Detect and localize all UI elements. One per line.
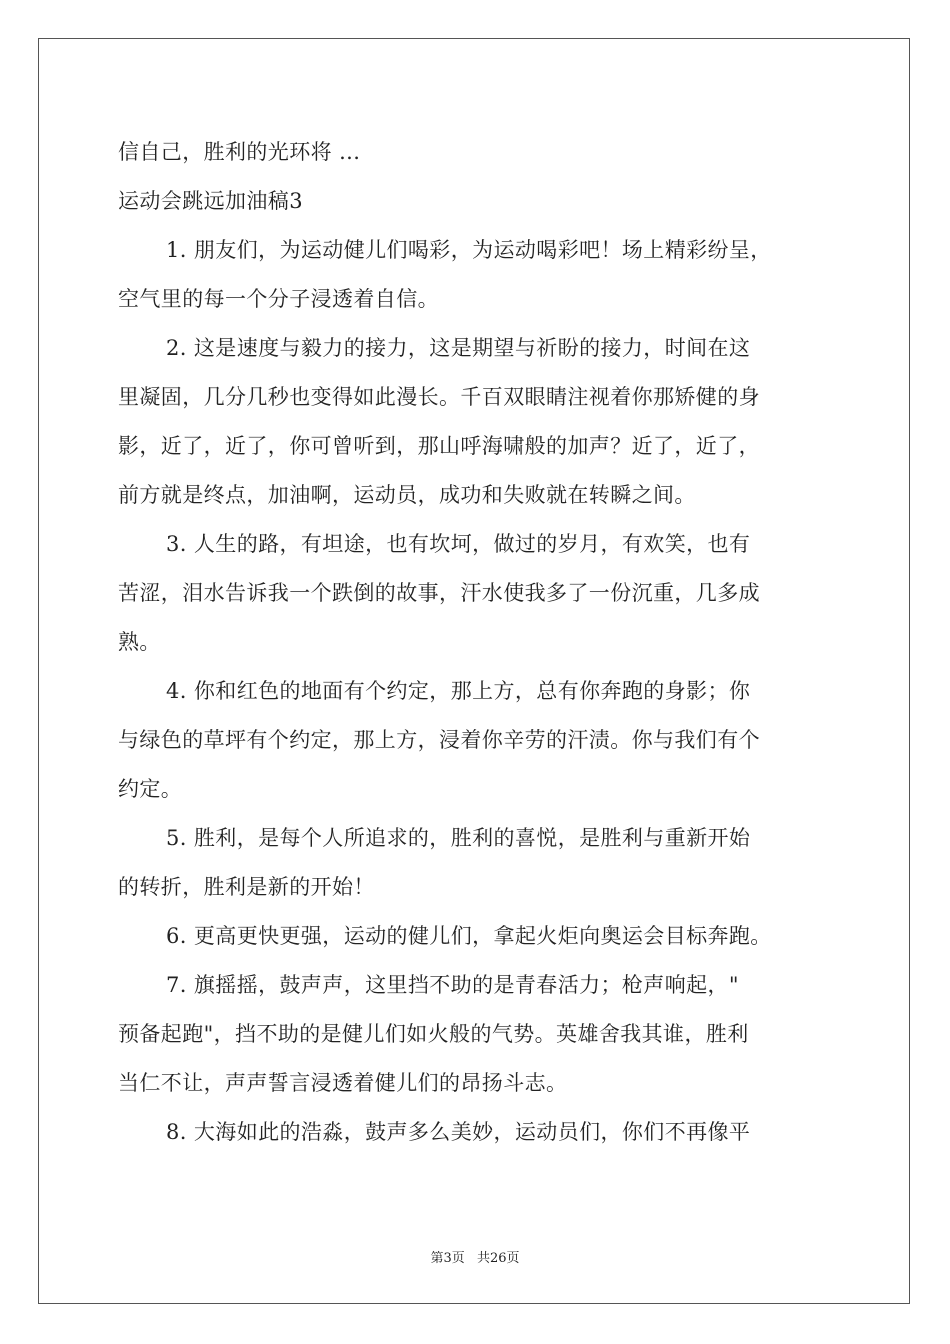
text-line: 8. 大海如此的浩淼，鼓声多么美妙，运动员们，你们不再像平 [166, 1120, 751, 1144]
text-line: 里凝固，几分几秒也变得如此漫长。千百双眼睛注视着你那矫健的身 [118, 385, 760, 409]
text-line: 2. 这是速度与毅力的接力，这是期望与祈盼的接力，时间在这 [166, 336, 751, 360]
total-pages: 共26页 [476, 1251, 520, 1266]
text-line: 约定。 [118, 777, 183, 801]
text-line: 空气里的每一个分子浸透着自信。 [118, 287, 439, 311]
text-line: 预备起跑"，挡不助的是健儿们如火般的气势。英雄舍我其谁，胜利 [118, 1022, 749, 1046]
text-line: 当仁不让，声声誓言浸透着健儿们的昂扬斗志。 [118, 1071, 568, 1095]
document-body [118, 128, 840, 1157]
text-line: 的转折，胜利是新的开始！ [118, 875, 375, 899]
page-footer [0, 1247, 950, 1266]
text-line: 1. 朋友们，为运动健儿们喝彩，为运动喝彩吧！场上精彩纷呈， [166, 238, 772, 262]
text-line: 7. 旗摇摇，鼓声声，这里挡不助的是青春活力；枪声响起，" [166, 973, 739, 997]
text-line: 4. 你和红色的地面有个约定，那上方，总有你奔跑的身影；你 [166, 679, 751, 703]
text-line: 影，近了，近了，你可曾听到，那山呼海啸般的加声？近了，近了， [118, 434, 760, 458]
section-heading: 运动会跳远加油稿3 [118, 189, 303, 213]
text-line: 6. 更高更快更强，运动的健儿们，拿起火炬向奥运会目标奔跑。 [166, 924, 772, 948]
text-line: 前方就是终点，加油啊，运动员，成功和失败就在转瞬之间。 [118, 483, 696, 507]
text-line: 与绿色的草坪有个约定，那上方，浸着你辛劳的汗渍。你与我们有个 [118, 728, 760, 752]
text-line: 信自己，胜利的光环将 ... [118, 140, 361, 164]
text-line: 苦涩，泪水告诉我一个跌倒的故事，汗水使我多了一份沉重，几多成 [118, 581, 760, 605]
text-line: 5. 胜利，是每个人所追求的，胜利的喜悦，是胜利与重新开始 [166, 826, 751, 850]
current-page-number: 第3页 [430, 1251, 465, 1266]
text-line: 熟。 [118, 630, 161, 654]
text-line: 3. 人生的路，有坦途，也有坎坷，做过的岁月，有欢笑，也有 [166, 532, 751, 556]
